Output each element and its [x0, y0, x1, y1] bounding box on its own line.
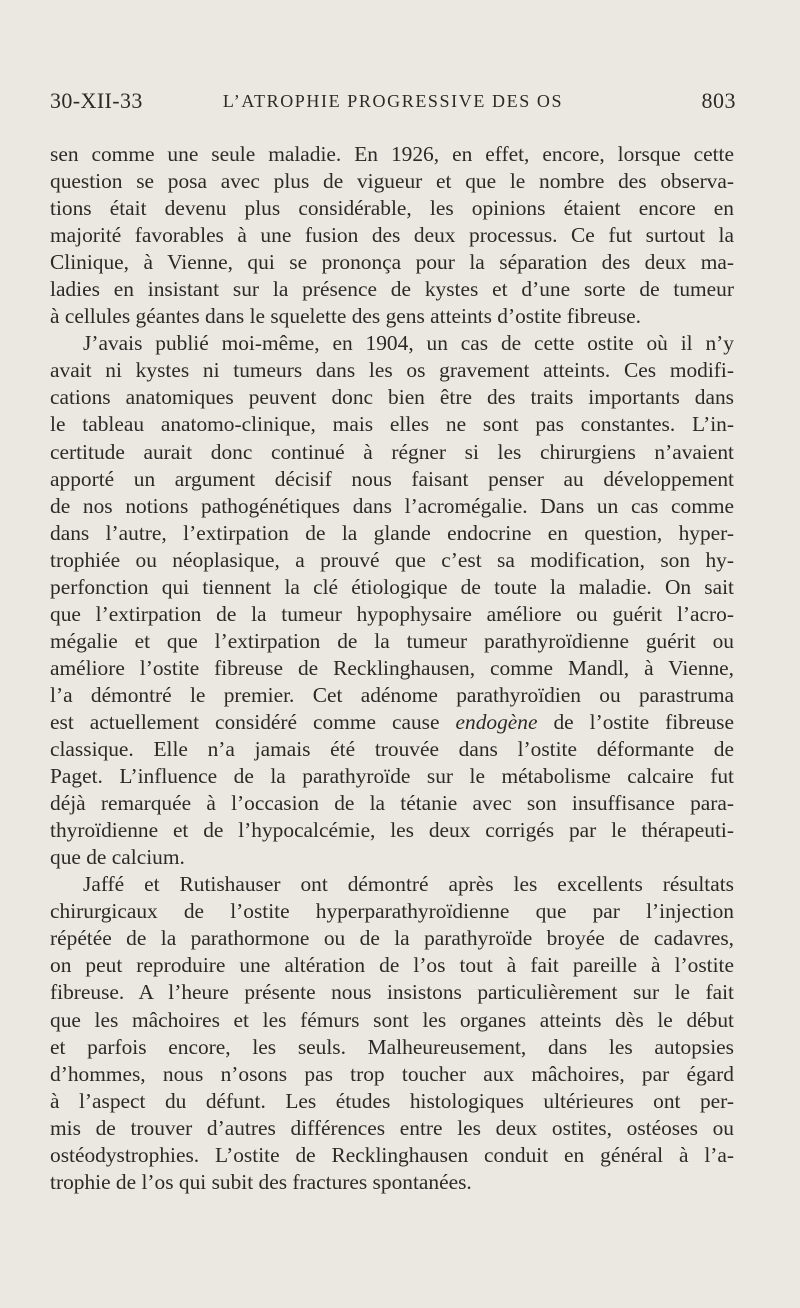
text-line: majorité favorables à une fusion des deux processus. Ce fut surtout la: [50, 223, 734, 248]
text-line: répétée de la parathormone ou de la parathyroïde broyée de cadavres,: [50, 926, 734, 951]
text-line: que l’extirpation de la tumeur hypophysaire améliore ou guérit l’acro-: [50, 601, 734, 626]
text-line: tions était devenu plus considérable, les opinions étaient encore en: [50, 196, 734, 221]
paragraph-1: [50, 141, 734, 330]
text-line: trophiée ou néoplasique, a prouvé que c’est sa modification, son hy-: [50, 547, 734, 572]
text-line: Clinique, à Vienne, qui se prononça pour la séparation des deux ma-: [50, 250, 734, 275]
text-line: sen comme une seule maladie. En 1926, en effet, encore, lorsque cette: [50, 142, 734, 166]
text-line: à l’aspect du défunt. Les études histologiques ultérieures ont per-: [50, 1088, 734, 1113]
text-line: mis de trouver d’autres différences entre les deux ostites, ostéoses ou: [50, 1115, 734, 1140]
text-line: thyroïdienne et de l’hypocalcémie, les deux corrigés par le thérapeuti-: [50, 818, 734, 843]
text-line: le tableau anatomo-clinique, mais elles ne sont pas constantes. L’in-: [50, 412, 734, 437]
body-text: [50, 141, 734, 1196]
text-line: de nos notions pathogénétiques dans l’acromégalie. Dans un cas comme: [50, 493, 734, 518]
text-line: on peut reproduire une altération de l’os tout à fait pareille à l’ostite: [50, 953, 734, 978]
text-line-with-italic: [50, 709, 734, 736]
text-line: perfonction qui tiennent la clé étiologique de toute la maladie. On sait: [50, 574, 734, 599]
text-line: mégalie et que l’extirpation de la tumeur parathyroïdienne guérit ou: [50, 628, 734, 653]
header-title: L’ATROPHIE PROGRESSIVE DES OS: [222, 91, 564, 111]
text-line: avait ni kystes ni tumeurs dans les os gravement atteints. Ces modifi-: [50, 358, 734, 383]
text-line: ostéodystrophies. L’ostite de Recklinghausen conduit en général à l’a-: [50, 1142, 734, 1167]
italic-term: endogène: [455, 709, 538, 734]
text-line: classique. Elle n’a jamais été trouvée dans l’ostite déformante de: [50, 737, 734, 762]
text-line: déjà remarquée à l’occasion de la tétanie avec son insuffisance para-: [50, 791, 734, 816]
text-line: ladies en insistant sur la présence de kystes et d’une sorte de tumeur: [50, 277, 734, 302]
text-line: question se posa avec plus de vigueur et que le nombre des observa-: [50, 169, 734, 194]
paragraph-3: [50, 871, 734, 1196]
text-line: que de calcium.: [50, 845, 185, 870]
text-line: certitude aurait donc continué à régner si les chirurgiens n’avaient: [50, 439, 734, 464]
text-line: Paget. L’influence de la parathyroïde sur le métabolisme calcaire fut: [50, 764, 734, 789]
header-date: 30-XII-33: [50, 88, 143, 113]
text-line: trophie de l’os qui subit des fractures spontanées.: [50, 1169, 472, 1194]
text-line: que les mâchoires et les fémurs sont les organes atteints dès le début: [50, 1007, 734, 1032]
text-line: améliore l’ostite fibreuse de Recklinghausen, comme Mandl, à Vienne,: [50, 655, 734, 680]
page-number: 803: [701, 88, 736, 113]
text-line: dans l’autre, l’extirpation de la glande endocrine en question, hyper-: [50, 520, 734, 545]
text-line: fibreuse. A l’heure présente nous insistons particulièrement sur le fait: [50, 980, 734, 1005]
text-line: l’a démontré le premier. Cet adénome parathyroïdien ou parastruma: [50, 682, 734, 707]
text-segment: de l’ostite fibreuse: [537, 709, 734, 734]
running-header: [50, 88, 736, 122]
text-line: cations anatomiques peuvent donc bien être des traits importants dans: [50, 385, 734, 410]
text-line: chirurgicaux de l’ostite hyperparathyroïdienne que par l’injection: [50, 899, 734, 924]
text-line: J’avais publié moi-même, en 1904, un cas de cette ostite où il n’y: [83, 331, 734, 356]
text-line: apporté un argument décisif nous faisant penser au développement: [50, 466, 734, 491]
text-line: Jaffé et Rutishauser ont démontré après les excellents résultats: [83, 872, 734, 897]
text-line: d’hommes, nous n’osons pas trop toucher aux mâchoires, par égard: [50, 1061, 734, 1086]
text-line: à cellules géantes dans le squelette des gens atteints d’ostite fibreuse.: [50, 304, 642, 329]
text-line: et parfois encore, les seuls. Malheureusement, dans les autopsies: [50, 1034, 734, 1059]
text-segment: est actuellement considéré comme cause: [50, 709, 456, 734]
paragraph-2: [50, 330, 734, 871]
